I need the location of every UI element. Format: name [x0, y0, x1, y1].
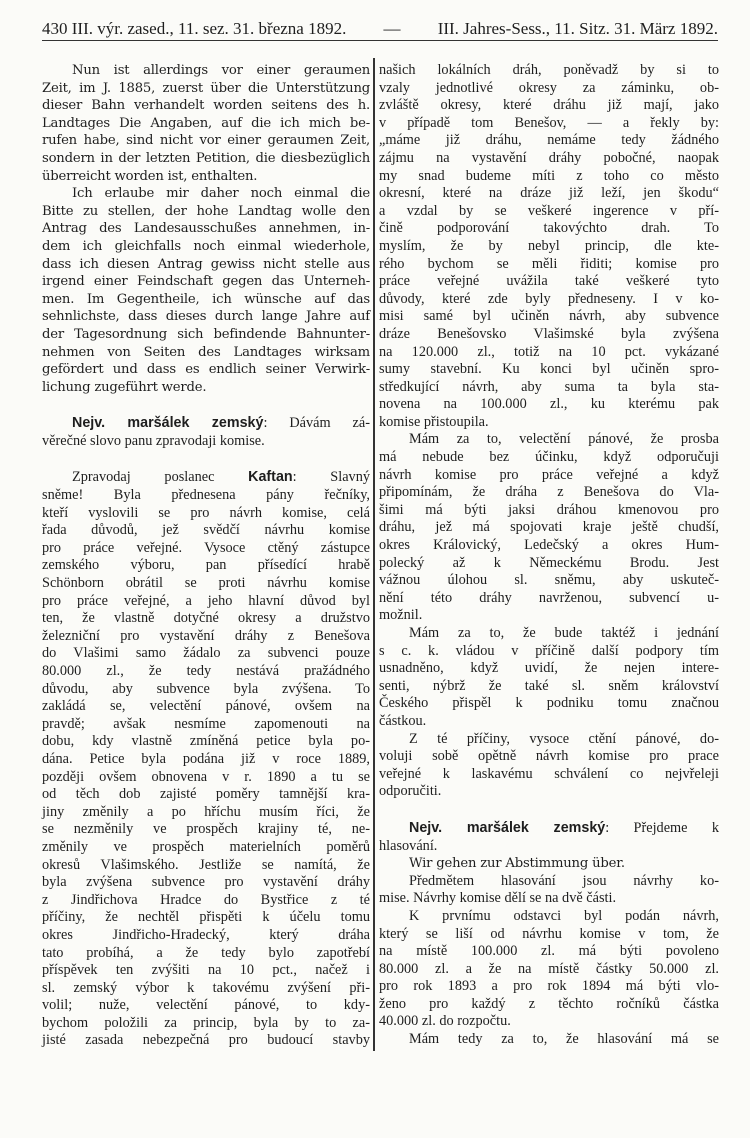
- text-line: sondern in der letzten Petition, die diesbezüglich: [42, 150, 370, 166]
- paragraph: [379, 1031, 719, 1049]
- text-line: částkou.: [379, 712, 427, 729]
- right-column: [379, 62, 719, 1049]
- text-line: men. Im Gegentheile, ich wünsche auf das: [42, 291, 370, 307]
- text-line: pro rok 1893 a pro rok 1894 má býti vlo-: [379, 978, 719, 995]
- text-line: Ich erlaube mir daher noch einmal die: [72, 186, 370, 202]
- text-line: Nun ist allerdings vor einer geraumen: [72, 63, 370, 78]
- text-line: Zeit, im J. 1885, zuerst über die Unterstützung: [42, 80, 370, 96]
- text-line: příspěvek ten zvýšiti na 10 pct., načež i: [42, 962, 370, 979]
- text-line: Landtages Die Angaben, auf die ich mich be-: [42, 115, 370, 131]
- text-line: voluji sobě opětně návrh komise pro prace: [379, 748, 719, 765]
- text-line: dem ich gleichfalls noch einmal wiederhole,: [42, 238, 370, 254]
- text-line: a vzdal by se veškeré ingerence v pří-: [379, 202, 719, 219]
- text-line: odporučiti.: [379, 783, 442, 800]
- text-line: mise. Návrhy komise dělí se na dvě části.: [379, 890, 617, 907]
- text-line: šimi má býti jaksi dráhou kmenovou pro: [379, 501, 719, 518]
- text-line: pravdě; avšak nesmíme zapomenouti na: [42, 715, 370, 732]
- text-line: nehmen von Seiten des Landtages wirksam: [42, 344, 370, 360]
- speech-paragraph: [42, 469, 370, 1050]
- text-line: nění této dráhy navrženou, subvencí u-: [379, 589, 719, 606]
- text-line: řada důvodů, jež svědčí návrhu komise: [42, 522, 370, 539]
- text-line: K prvnímu odstavci byl podán návrh,: [409, 907, 719, 924]
- text-line: Českého přispěl k podniku tomu značnou: [379, 695, 719, 712]
- text-line: sl. zemský výbor k takovému zvýšení při-: [42, 979, 370, 996]
- text-line: sehnlichste, dass dieses durch lange Jahre auf: [42, 309, 370, 325]
- text-line: na místě 100.000 zl. má býti povoleno: [379, 943, 719, 960]
- text-line: příčiny, že nechtěl přispěti k účelu tomu: [42, 909, 370, 926]
- text-line: lichung zugeführt werde.: [42, 379, 207, 395]
- text-line: se nezměnily ve prospěch krajiny té, ne-: [42, 821, 370, 838]
- left-column: [42, 62, 370, 1050]
- speech-text: : Přejdeme k: [605, 819, 719, 836]
- text-line: usnadněno, když uvidí, že nejen intere-: [379, 660, 719, 677]
- text-line: možnil.: [379, 607, 423, 624]
- text-line: věrečné slovo panu zpravodaji komise.: [42, 432, 265, 449]
- text-line: který se liší od návrhu komise v tom, že: [379, 925, 719, 942]
- header-dash: —: [383, 19, 401, 38]
- speech-paragraph: [42, 415, 370, 450]
- paragraph: [379, 908, 719, 1031]
- text-line: zvláště okresy, které dráhu již mají, jako: [379, 97, 719, 114]
- text-line: senti, nýbrž že také sl. sněm království: [379, 677, 719, 694]
- text-line: připomínám, že dráha z Benešova do Vla-: [379, 484, 719, 501]
- speaker-name: Nejv. maršálek zemský: [72, 415, 264, 432]
- text-line: s c. k. vládou v příčině další podpory tím: [379, 642, 719, 659]
- text-line: jisté zasada nebezpečná pro budoucí stavby: [42, 1032, 370, 1049]
- text-line: má nebude bez účinku, když odporučuji: [379, 449, 719, 466]
- text-line: sumy stavební. Ku konci byl učiněn spro-: [379, 361, 719, 378]
- text-line: polecký až k Německému Brodu. Jest: [379, 554, 719, 571]
- text-line: volil; nuže, velectění pánové, to kdy-: [42, 997, 370, 1014]
- text-line: Mám za to, velectění pánové, že prosba: [409, 431, 719, 448]
- paragraph: [379, 873, 719, 908]
- text-line: Wir gehen zur Abstimmung über.: [409, 856, 625, 872]
- text-line: jiny změnily a po hříchu musím říci, že: [42, 803, 370, 820]
- text-line: sněme! Byla přednesena pány řečníky,: [42, 487, 370, 504]
- speech-text: : Dávám zá-: [263, 415, 370, 432]
- text-line: dieser Bahn verhandelt worden seitens des h.: [42, 98, 370, 114]
- speech-paragraph: [379, 820, 719, 855]
- text-line: dráze Benešovsko Vlašimské byla zvýšena: [379, 325, 719, 342]
- text-line: bychom položili za princip, byla by to za-: [42, 1014, 370, 1031]
- text-line: zakládá se, velectění pánové, ovšem na: [42, 698, 370, 715]
- paragraph: [379, 731, 719, 801]
- text-line: gefördert und dass es endlich seiner Verwirk-: [42, 362, 370, 378]
- text-line: kteří vyslovili se pro návrh komise, celá: [42, 504, 370, 521]
- text-line: vážnou úlohou sl. sněmu, aby uskuteč-: [379, 572, 719, 589]
- text-line: 40.000 zl. do rozpočtu.: [379, 1013, 511, 1030]
- paragraph: [42, 62, 370, 185]
- speaker-name: Kaftan: [248, 469, 293, 486]
- text-line: Mám tedy za to, že hlasování má se: [409, 1031, 719, 1048]
- text-line: Mám za to, že bude taktéž i jednání: [409, 625, 719, 641]
- text-line: zemského výboru, pan přísedící hrabě: [42, 557, 370, 574]
- text-line: Schönborn obrátil se proti návrhu komise: [42, 575, 370, 592]
- text-line: 80.000 zl., že tedy nestává pražádného: [42, 663, 370, 679]
- text-line: návrh komise pro práce veřejné a když: [379, 466, 719, 483]
- text-line: irgend einer Feindschaft gegen das Unterneh-: [42, 274, 370, 290]
- speaker-role: Zpravodaj poslanec: [72, 469, 249, 486]
- text-line: dass ich diesen Antrag gewiss nicht stelle aus: [42, 256, 370, 272]
- text-line: do Vlašimi samo žádalo za subvenci pouze: [42, 645, 370, 662]
- column-divider: [373, 58, 375, 1051]
- text-line: železniční pro vystavění dráhy z Benešova: [42, 627, 370, 644]
- text-line: důvody, které zde byly předneseny. I v ko-: [379, 290, 719, 307]
- paragraph: [379, 62, 719, 431]
- paragraph: [379, 855, 719, 873]
- text-line: [379, 820, 719, 838]
- text-line: středkující návrh, aby suma ta byla sta-: [379, 378, 719, 395]
- text-line: pro práce veřejné, a jeho hlavní důvod byl: [42, 592, 370, 609]
- text-line: okresů Vlašimského. Jestliže se namítá, že: [42, 856, 370, 873]
- text-line: rého bychom se měli řiditi; komise pro: [379, 255, 719, 272]
- text-line: veřejné k laskavému schválení co nejvřeleji: [379, 765, 719, 782]
- text-line: dobu, kdy vlastně zmíněná petice byla po-: [42, 733, 370, 750]
- text-line: Antrag des Landesausschußes annehmen, in-: [42, 221, 370, 237]
- text-line: na 120.000 zl., totiž na 10 pct. vykázané: [379, 343, 719, 360]
- text-line: důvodu, aby subvence byla zvýšena. To: [42, 680, 370, 697]
- page-header: [42, 18, 718, 41]
- text-line: misi samé byl učiněn návrh, aby subvence: [379, 308, 719, 325]
- text-line: z Jindřichova Hradce do Bystřice z té: [42, 891, 370, 908]
- text-line: okresní, které na dráze již leží, jen škodu“: [379, 185, 719, 202]
- text-line: my snad budeme míti z toho co město: [379, 167, 719, 184]
- text-line: našich lokálních dráh, poněvadž by si to: [379, 62, 719, 78]
- text-line: [42, 415, 370, 433]
- text-line: zájmu na vystavění dráhy pobočné, naopak: [379, 149, 719, 166]
- text-line: 80.000 zl. a že na místě částky 50.000 zl.: [379, 960, 719, 977]
- text-line: myslím, že by nebyl princip, dle kte-: [379, 237, 719, 254]
- header-german: III. Jahres-Sess., 11. Sitz. 31. März 1892.: [437, 19, 718, 38]
- text-line: okres Jindřicho-Hradecký, který dráha: [42, 926, 370, 943]
- text-line: dána. Petice byla podána již v roce 1889,: [42, 750, 370, 767]
- text-line: tato probíhá, a že tedy bylo zapotřebí: [42, 944, 370, 961]
- speech-text: : Slavný: [292, 469, 370, 486]
- paragraph: [379, 431, 719, 625]
- text-line: později ovšem obnovena v r. 1890 a tu se: [42, 768, 370, 785]
- speaker-name: Nejv. maršálek zemský: [409, 819, 606, 836]
- text-line: ten, že vlastně dotyčné okresy a družstvo: [42, 610, 370, 627]
- text-line: Předmětem hlasování jsou návrhy ko-: [409, 872, 719, 889]
- text-line: der Tagesordnung sich befindende Bahnunter-: [42, 326, 370, 342]
- text-line: okres Královický, Ledečský a okres Hum-: [379, 537, 719, 554]
- text-line: od těch dob zajisté poměry tamnější kra-: [42, 786, 370, 803]
- text-line: práce veřejné uvážila také veškeré tyto: [379, 273, 719, 290]
- header-czech: 430 III. výr. zased., 11. sez. 31. března 1892.: [42, 19, 347, 38]
- text-line: überreicht worden ist, enthalten.: [42, 168, 258, 184]
- text-line: vzaly jednotlivé okresy za záminku, ob-: [379, 79, 719, 96]
- text-line: novena na 100.000 zl., ku kterému pak: [379, 396, 719, 413]
- text-line: Bitte zu stellen, der hohe Landtag wolle den: [42, 203, 370, 219]
- text-line: komise přistoupila.: [379, 413, 489, 430]
- text-line: pro práce veřejné. Vysoce ctěný zástupce: [42, 539, 370, 556]
- text-line: hlasování.: [379, 837, 438, 854]
- text-line: dráhu, jež má spojovati kraje ještě chudší,: [379, 519, 719, 536]
- text-line: Z té příčiny, vysoce ctění pánové, do-: [409, 730, 719, 747]
- text-line: čině podporování takovýchto drah. To: [379, 220, 719, 237]
- paragraph: [42, 185, 370, 396]
- text-line: „máme již dráhu, nemáme tedy žádného: [379, 132, 719, 149]
- text-line: byla zvýšena subvence pro vystavění dráhy: [42, 874, 370, 891]
- paragraph: [379, 625, 719, 731]
- text-line: [42, 469, 370, 487]
- text-line: změnily ve prospěch materielních poměrů: [42, 838, 370, 855]
- text-line: rufen habe, sind nicht vor einer geraumen Zeit,: [42, 133, 370, 149]
- text-line: ženo pro každý z těchto ročníků částka: [379, 995, 719, 1012]
- text-line: v případě tom Benešov, — a řekly by:: [379, 114, 719, 131]
